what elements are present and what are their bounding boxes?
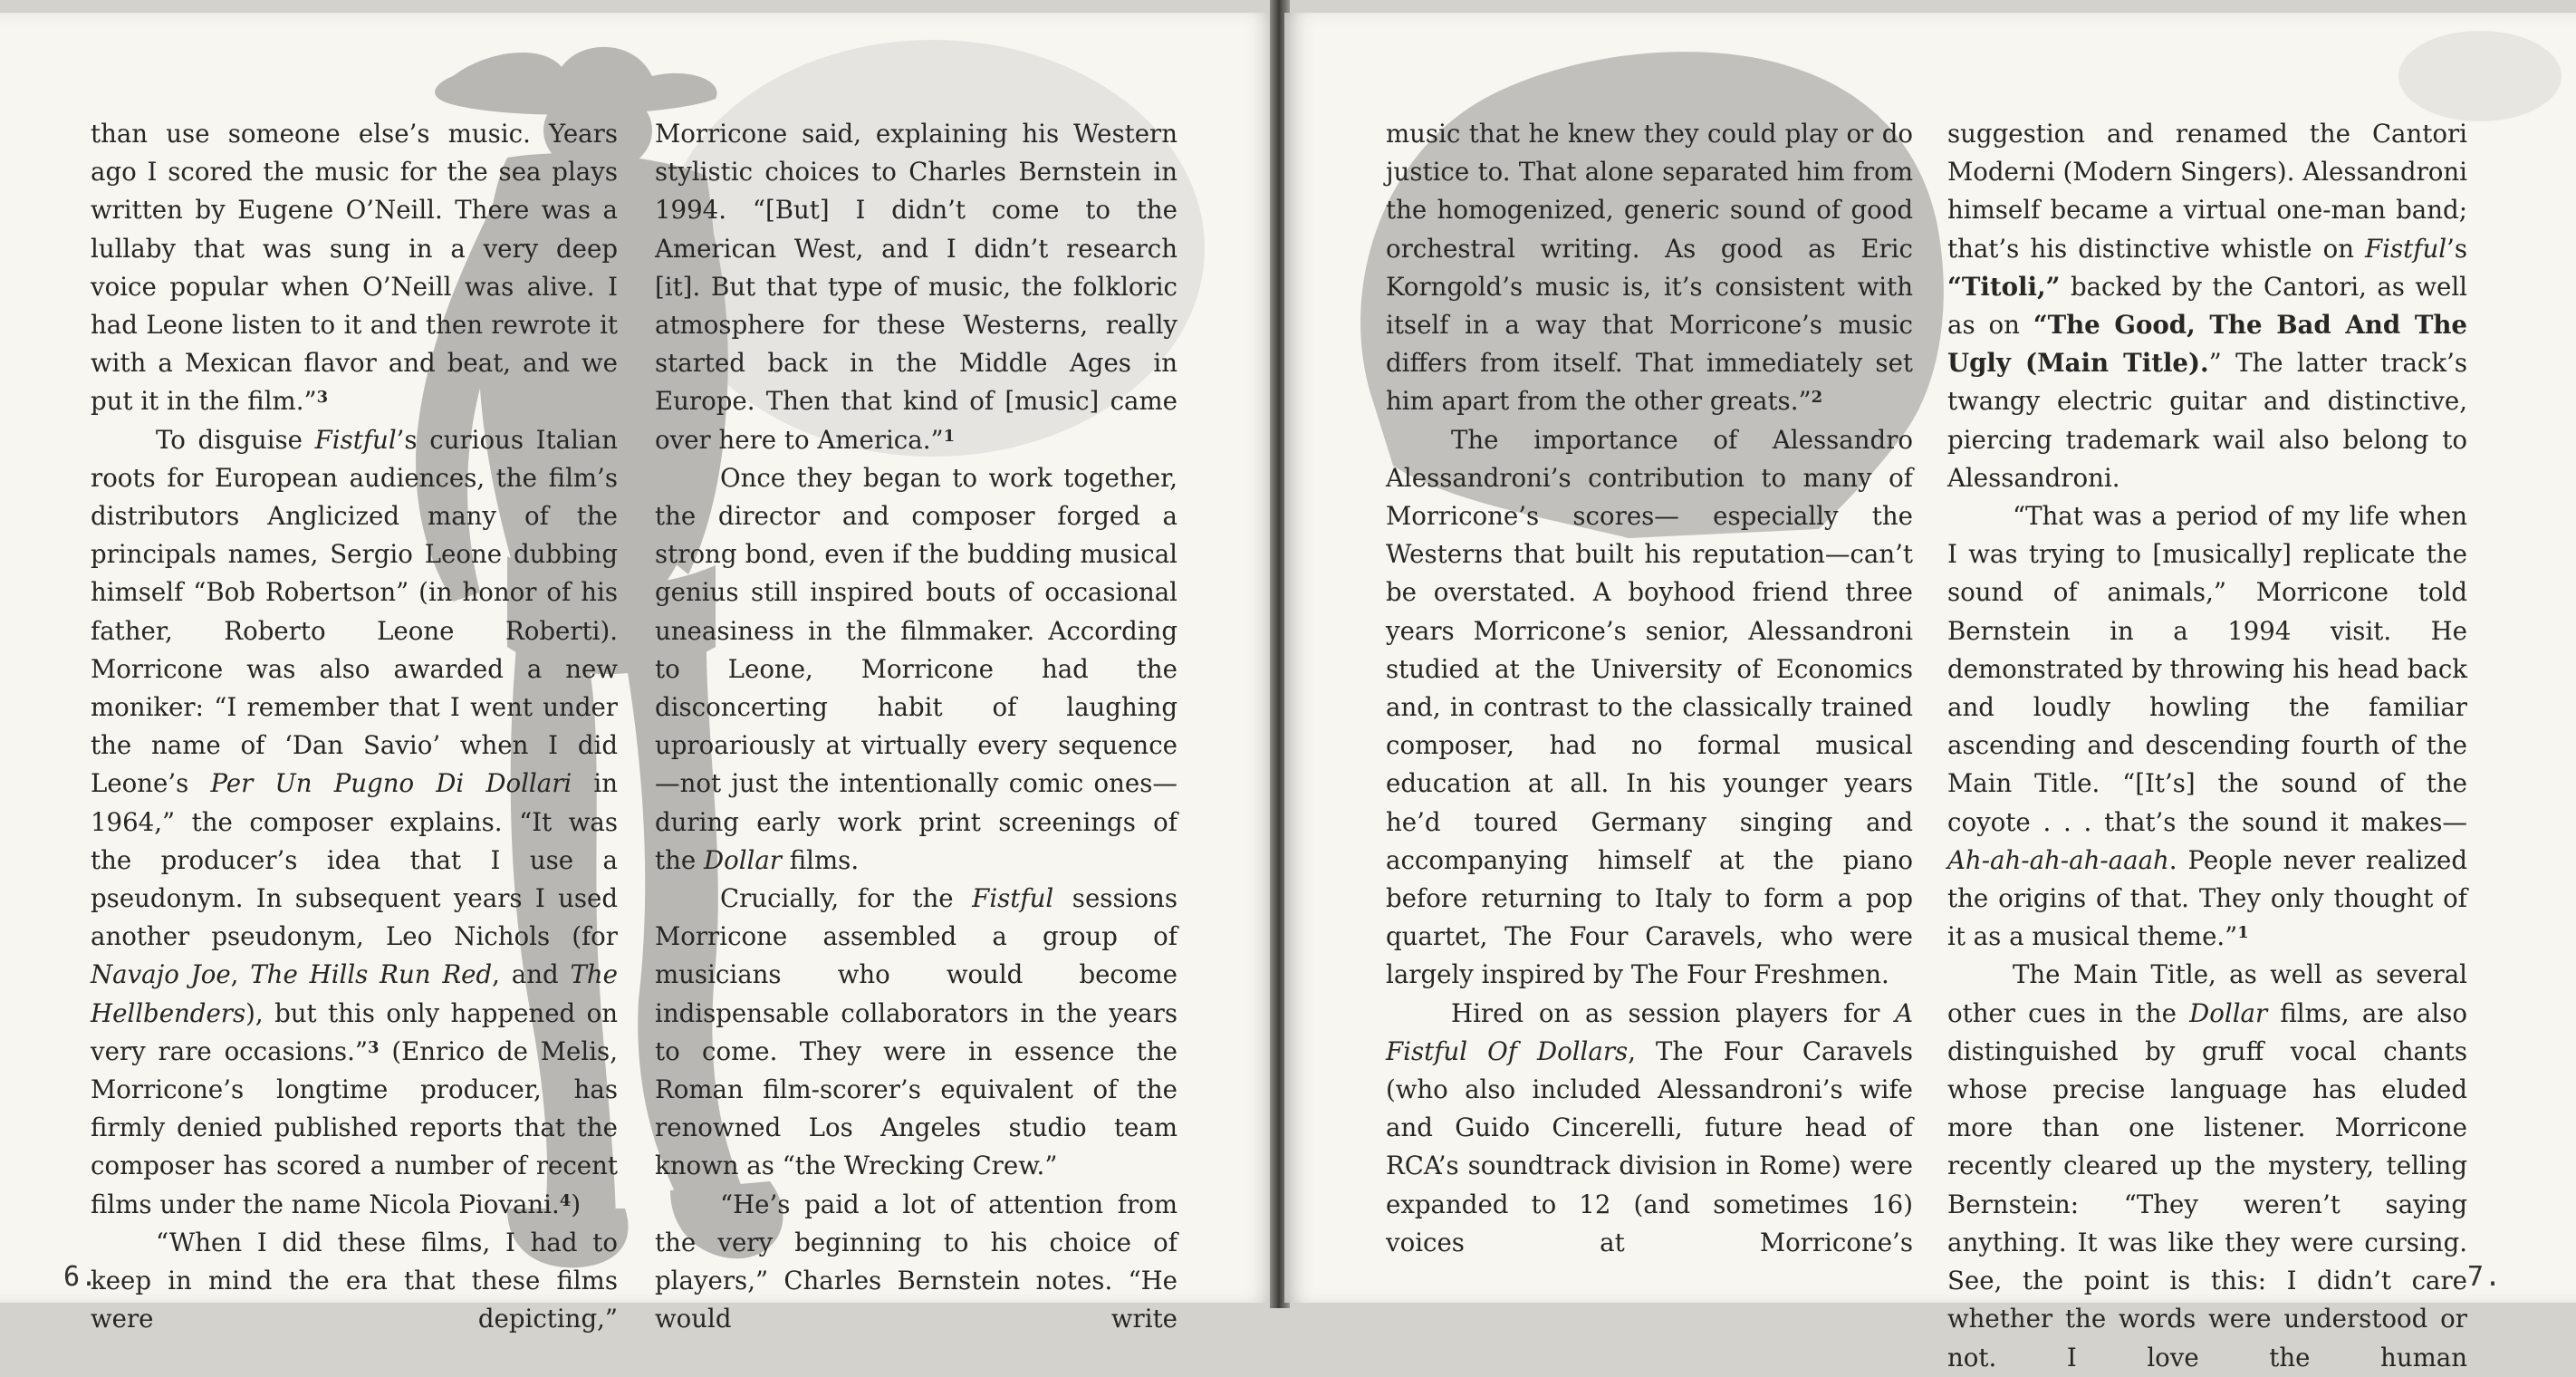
footnote-marker: 2 [1811,388,1823,408]
page-number-right: 7. [2467,1261,2503,1293]
paragraph [655,459,1177,880]
text-run: Dollar [2189,997,2268,1028]
paragraph [1947,497,2467,956]
paragraph [1386,421,1913,995]
footnote-marker: 3 [367,1037,380,1057]
paragraph [655,1186,1177,1339]
text-run: backed by the Cantori, as well as on [1947,271,2467,341]
text-run: , [230,959,251,990]
column-3-text [1386,115,1913,1262]
text-run: “The Good, The Bad And The Ugly (Main Title). [1947,310,2467,379]
paragraph [1947,956,2467,1376]
text-run: ’s curious Italian roots for European audiences, the film’s distributors Anglicized many of the principals names, Sergio Leone dubbing himself “Bob Robertson” (in honor of his father, Roberto Leone Roberti). Morricone was also awarded a new moniker: “I remember that I went under the name of ‘Dan Savio’ when I did Leone’s [91,424,618,799]
text-run: A Fistful Of Dollars [1386,997,1913,1066]
paragraph [1386,995,1913,1262]
text-run: “That was a period of my life when I was trying to [musically] replicate the sound of animals,” Morricone told Bernstein in a 1994 visit. He demonstrated by throwing his head back and loudly howling the familiar ascending and descending fourth of the Main Title. “[It’s] the sound of the coyote . . . that’s the sound it makes— [1947,501,2467,837]
text-run: sessions Morricone assembled a group of musicians who would become indispensable collaborators in the years to come. They were in essence the Roman film-scorer’s equivalent of the renowned Los Angeles studio team known as “the Wrecking Crew.” [655,883,1177,1181]
text-run: suggestion and renamed the Cantori Moderni (Modern Singers). Alessandroni himself became a virtual one-man band; that’s his distinctive whistle on [1947,119,2467,264]
text-run: Navajo Joe [91,959,231,990]
paragraph [91,115,618,421]
text-run: “Titoli,” [1947,271,2061,302]
footnote-marker: 3 [316,388,329,408]
text-run: The importance of Alessandro Alessandroni’s contribution to many of Morricone’s scores— especially the Westerns that built his reputation—can’t be overstated. A boyhood friend three years Morricone’s senior, Alessandroni studied at the University of Economics and, in contrast to the classically trained composer, had no formal musical education at all. In his younger years he’d toured Germany singing and accompanying himself at the piano before returning to Italy to form a pop quartet, The Four Caravels, who were largely inspired by The Four Freshmen. [1386,424,1913,990]
text-run: . People never realized the origins of that. They only thought of it as a musical theme.” [1947,844,2467,952]
text-run: films, are also distinguished by gruff vocal chants whose precise language has eluded more than one listener. Morricone recently cleared up the mystery, telling Bernstein: “They weren’t saying anything. It was like they were cursing. See, the point is this: I didn’t care whether the words were understood or not. I love the human [1947,997,2467,1372]
text-run: in 1964,” the composer explains. “It was the producer’s idea that I use a pseudonym. In subsequent years I used another pseudonym, Leo Nichols (for [91,768,619,952]
column-4-text [1947,115,2467,1377]
text-run: music that he knew they could play or do justice to. That alone separated him from the homogenized, generic sound of good orchestral writing. As good as Eric Korngold’s music is, it’s consistent with itself in a way that Morricone’s music differs from itself. That immediately set him apart from the other greats.” [1386,119,1913,417]
text-run: ’s [2446,233,2467,264]
text-run: The Hellbenders [91,959,618,1028]
text-run: Hired on as session players for [1451,997,1896,1028]
page-number-left: 6. [63,1261,99,1293]
text-run: Dollar [703,844,782,875]
paragraph [655,115,1177,459]
paragraph [655,880,1177,1186]
text-run: “When I did these films, I had to keep in mind the era that these films were depicting,” [91,1227,618,1334]
text-run: Fistful [2365,233,2447,264]
column-2-text [655,115,1177,1339]
text-run: Once they began to work together, the director and composer forged a strong bond, even if the budding musical genius still inspired bouts of occasional uneasiness in the filmmaker. According to Leone, Morricone had the disconcerting habit of laughing uproariously at virtually every sequence—not just the intentionally comic ones—during early work print screenings of the [655,462,1177,875]
paragraph [1386,115,1913,421]
text-run: The Hills Run Red [250,959,493,990]
text-run: ), but this only happened on very rare occasions.” [91,997,618,1066]
text-run: “He’s paid a lot of attention from the very beginning to his choice of players,” Charles Bernstein notes. “He would write [655,1189,1177,1334]
text-run: than use someone else’s music. Years ago I scored the music for the sea plays written by Eugene O’Neill. There was a lullaby that was sung in a very deep voice popular when O’Neill was alive. I had Leone listen to it and then rewrote it with a Mexican flavor and beat, and we put it in the film.” [91,119,618,417]
left-page [0,13,1275,1334]
footnote-marker: 1 [943,426,956,446]
paragraph [1947,115,2467,497]
footnote-marker: 4 [559,1190,572,1210]
text-run: (Enrico de Melis, Morricone’s longtime producer, has firmly denied published reports that the composer has scored a number of recent films under the name Nicola Piovani. [91,1035,618,1219]
footnote-marker: 1 [2237,923,2249,943]
paragraph [91,1224,618,1339]
text-run: ” The latter track’s twangy electric guitar and distinctive, piercing trademark wail also belong to Alessandroni. [1947,348,2467,493]
text-run: The Main Title, as well as several other cues in the [1947,959,2467,1028]
text-run: films. [782,844,860,875]
text-run: Ah-ah-ah-ah-aaah [1947,844,2169,875]
text-run: Crucially, for the [720,883,973,914]
right-page [1284,13,2576,1372]
text-run: , The Four Caravels (who also included Alessandroni’s wife and Guido Cincerelli, future head of RCA’s soundtrack division in Rome) were expanded to 12 (and sometimes 16) voices at Morricone’s [1386,1035,1913,1257]
text-run: Fistful [314,424,397,455]
text-run: Per Un Pugno Di Dollari [210,768,572,799]
column-1-text [91,115,618,1339]
paragraph [91,421,618,1224]
text-run: , and [492,959,571,990]
text-run: Fistful [972,883,1054,914]
text-run: Morricone said, explaining his Western stylistic choices to Charles Bernstein in 1994. “[But] I didn’t come to the American West, and I didn’t research [it]. But that type of music, the folkloric atmosphere for these Westerns, really started back in the Middle Ages in Europe. Then that kind of [music] came over here to America.” [655,119,1177,455]
text-run: To disguise [156,424,315,455]
text-run: ) [571,1189,582,1219]
